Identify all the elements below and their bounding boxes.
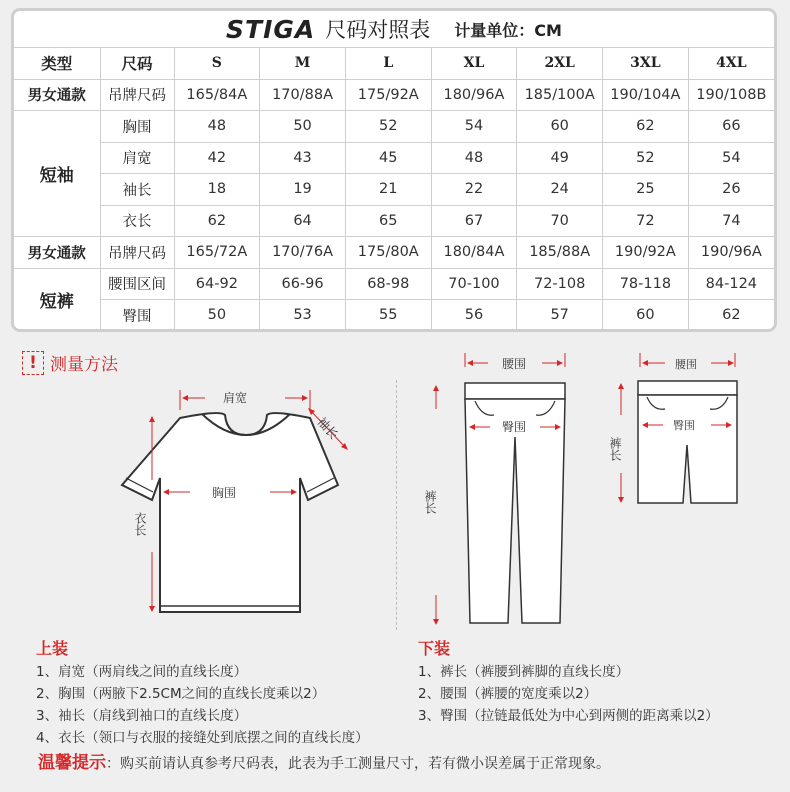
table-cell: 48 — [431, 142, 517, 174]
tops-category-label: 短袖 — [14, 111, 100, 237]
table-cell: 68-98 — [345, 268, 431, 300]
row-label: 肩宽 — [100, 142, 174, 174]
size-chart-card — [11, 8, 777, 332]
table-cell: 165/84A — [174, 79, 260, 111]
table-cell: 48 — [174, 111, 260, 143]
table-cell: 70 — [517, 205, 603, 237]
bottoms-category-label: 短裤 — [14, 268, 100, 331]
tops-note-3: 3、袖长（肩线到袖口的直线长度） — [36, 708, 248, 724]
table-cell: 190/92A — [603, 237, 689, 269]
section-divider — [396, 380, 397, 630]
table-cell: 66-96 — [260, 268, 346, 300]
table-cell: 64 — [260, 205, 346, 237]
header-size-2xl: 2XL — [517, 48, 603, 79]
table-cell: 49 — [517, 142, 603, 174]
table-cell: 74 — [688, 205, 774, 237]
header-size-xl: XL — [431, 48, 517, 79]
table-cell: 21 — [345, 174, 431, 206]
shirt-length-label: 衣长 — [133, 512, 147, 536]
table-cell: 45 — [345, 142, 431, 174]
table-cell: 62 — [603, 111, 689, 143]
table-cell: 57 — [517, 300, 603, 331]
table-cell: 170/88A — [260, 79, 346, 111]
table-cell: 190/96A — [688, 237, 774, 269]
table-cell: 67 — [431, 205, 517, 237]
table-cell: 175/80A — [345, 237, 431, 269]
bottoms-tag-label: 吊牌尺码 — [100, 237, 174, 269]
tip-text: ：购买前请认真参考尺码表，此表为手工测量尺寸，若有微小误差属于正常现象。 — [106, 756, 610, 772]
bottoms-note-3: 3、臀围（拉链最低处为中心到两侧的距离乘以2） — [418, 708, 719, 724]
shirt-shoulder-label: 肩宽 — [223, 391, 248, 405]
measure-heading — [22, 350, 118, 375]
shirt-chest-label: 胸围 — [212, 486, 237, 500]
table-cell: 185/88A — [517, 237, 603, 269]
bottoms-note-2: 2、腰围（裤腰的宽度乘以2） — [418, 686, 598, 702]
table-cell: 78-118 — [603, 268, 689, 300]
unit-label: 计量单位：CM — [454, 20, 562, 40]
table-cell: 175/92A — [345, 79, 431, 111]
table-cell: 55 — [345, 300, 431, 331]
table-row — [14, 205, 774, 237]
table-cell: 50 — [260, 111, 346, 143]
pants-diagram — [420, 345, 590, 635]
pants-hip-label: 臀围 — [502, 420, 527, 434]
table-cell: 65 — [345, 205, 431, 237]
bottoms-unisex-label: 男女通款 — [14, 237, 100, 269]
tops-unisex-label: 男女通款 — [14, 79, 100, 111]
table-cell: 190/104A — [603, 79, 689, 111]
table-cell: 180/84A — [431, 237, 517, 269]
pants-waist-label: 腰围 — [502, 357, 527, 371]
tops-title: 上装 — [36, 639, 69, 658]
table-cell: 60 — [517, 111, 603, 143]
table-cell: 26 — [688, 174, 774, 206]
table-cell: 52 — [603, 142, 689, 174]
title-bar — [14, 11, 774, 48]
table-row — [14, 142, 774, 174]
tshirt-diagram — [110, 380, 360, 630]
row-label: 腰围区间 — [100, 268, 174, 300]
bottoms-note-1: 1、裤长（裤腰到裤脚的直线长度） — [418, 664, 630, 680]
row-label: 袖长 — [100, 174, 174, 206]
table-cell: 180/96A — [431, 79, 517, 111]
row-label: 衣长 — [100, 205, 174, 237]
table-cell: 70-100 — [431, 268, 517, 300]
header-size-3xl: 3XL — [603, 48, 689, 79]
table-cell: 72 — [603, 205, 689, 237]
shorts-hip-label: 臀围 — [673, 419, 695, 432]
table-cell: 53 — [260, 300, 346, 331]
table-row — [14, 111, 774, 143]
table-cell: 18 — [174, 174, 260, 206]
table-cell: 22 — [431, 174, 517, 206]
table-cell: 72-108 — [517, 268, 603, 300]
header-size-s: S — [174, 48, 260, 79]
tops-note-2: 2、胸围（两腋下2.5CM之间的直线长度乘以2） — [36, 686, 326, 702]
table-cell: 50 — [174, 300, 260, 331]
table-cell: 60 — [603, 300, 689, 331]
table-cell: 42 — [174, 142, 260, 174]
table-cell: 62 — [688, 300, 774, 331]
table-row — [14, 300, 774, 331]
tip-label: 温馨提示 — [38, 753, 106, 773]
table-cell: 52 — [345, 111, 431, 143]
table-cell: 56 — [431, 300, 517, 331]
table-cell: 170/76A — [260, 237, 346, 269]
table-cell: 62 — [174, 205, 260, 237]
table-cell: 25 — [603, 174, 689, 206]
table-cell: 24 — [517, 174, 603, 206]
table-row — [14, 174, 774, 206]
shorts-length-label: 裤长 — [608, 437, 622, 461]
table-cell: 165/72A — [174, 237, 260, 269]
table-cell: 66 — [688, 111, 774, 143]
tops-note-1: 1、肩宽（两肩线之间的直线长度） — [36, 664, 248, 680]
header-size: 尺码 — [100, 48, 174, 79]
table-cell: 54 — [688, 142, 774, 174]
bottoms-tag-row — [14, 237, 774, 269]
table-header-row — [14, 48, 774, 79]
table-cell: 43 — [260, 142, 346, 174]
tip-line — [38, 748, 610, 773]
table-row — [14, 268, 774, 300]
table-cell: 19 — [260, 174, 346, 206]
warning-icon: ! — [22, 351, 44, 375]
size-table — [14, 48, 774, 331]
shorts-diagram — [605, 345, 755, 515]
table-cell: 190/108B — [688, 79, 774, 111]
row-label: 臀围 — [100, 300, 174, 331]
header-type: 类型 — [14, 48, 100, 79]
tops-tag-label: 吊牌尺码 — [100, 79, 174, 111]
table-cell: 84-124 — [688, 268, 774, 300]
measure-title: 测量方法 — [50, 355, 118, 375]
row-label: 胸围 — [100, 111, 174, 143]
pants-length-label: 裤长 — [423, 490, 437, 514]
tops-note-4: 4、衣长（领口与衣服的接缝处到底摆之间的直线长度） — [36, 730, 369, 746]
bottoms-title: 下装 — [418, 639, 451, 658]
header-size-l: L — [345, 48, 431, 79]
shirt-sleeve-label: 袖长 — [314, 414, 341, 442]
tops-tag-row — [14, 79, 774, 111]
brand-logo: STIGA — [226, 14, 316, 44]
shorts-waist-label: 腰围 — [675, 358, 697, 371]
table-cell: 185/100A — [517, 79, 603, 111]
page-title: 尺码对照表 — [325, 18, 431, 42]
table-cell: 64-92 — [174, 268, 260, 300]
header-size-m: M — [260, 48, 346, 79]
table-cell: 54 — [431, 111, 517, 143]
header-size-4xl: 4XL — [688, 48, 774, 79]
